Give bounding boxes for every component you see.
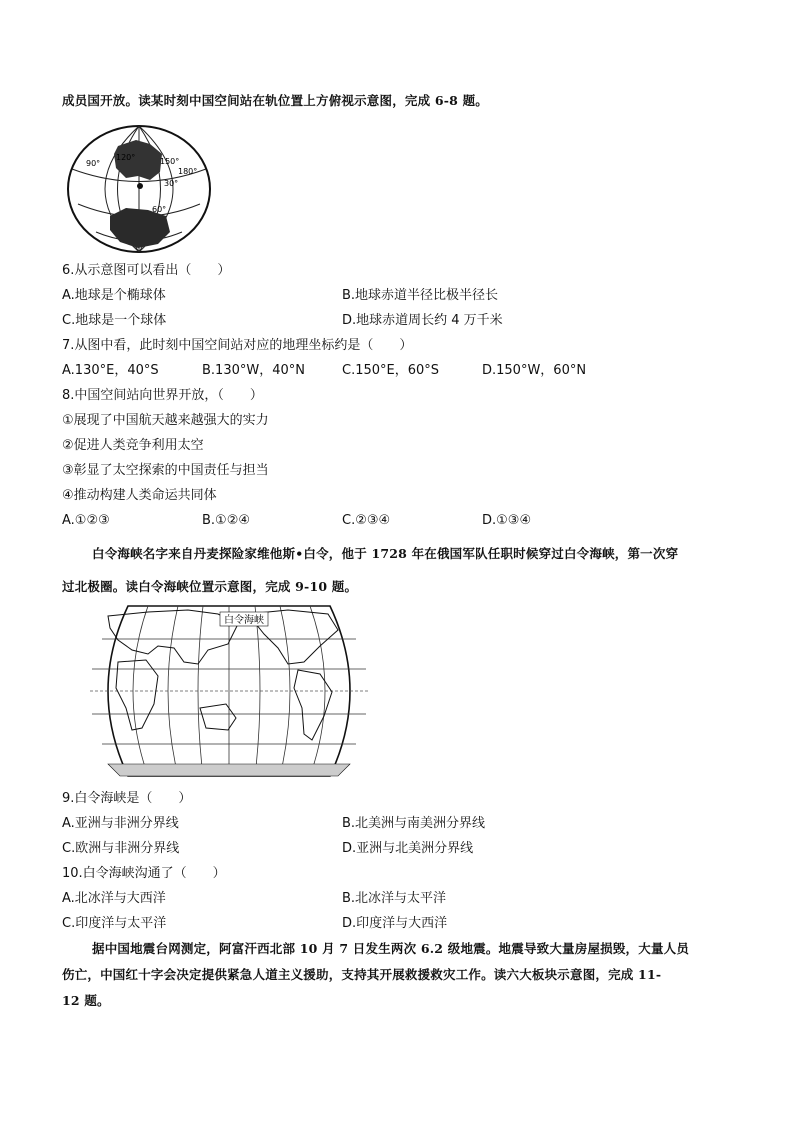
passage-intro-9-10-line2: 过北极圈。读白令海峡位置示意图，完成 9-10 题。 — [62, 579, 358, 594]
question-7-stem: 7.从图中看，此时刻中国空间站对应的地理坐标约是（ ） — [62, 338, 413, 353]
globe-label: 120° — [116, 153, 136, 162]
question-10-option-d: D.印度洋与大西洋 — [342, 916, 448, 931]
question-10-stem: 10.白令海峡沟通了（ ） — [62, 866, 226, 881]
question-9-stem: 9.白令海峡是（ ） — [62, 791, 192, 806]
question-10-option-a: A.北冰洋与大西洋 — [62, 891, 166, 906]
space-station-marker — [137, 183, 143, 189]
globe-label: 180° — [178, 167, 198, 176]
question-10-option-c: C.印度洋与太平洋 — [62, 916, 167, 931]
passage-intro-11-12-line3: 12 题。 — [62, 993, 110, 1008]
question-7-option-a: A.130°E，40°S — [62, 363, 159, 378]
question-9-option-c: C.欧洲与非洲分界线 — [62, 841, 180, 856]
globe-label: 150° — [160, 157, 180, 166]
question-8-stem: 8.中国空间站向世界开放，（ ） — [62, 388, 263, 403]
question-8-statement-3: ③彰显了太空探索的中国责任与担当 — [62, 463, 269, 478]
globe-figure — [66, 124, 212, 254]
question-8-option-c: C.②③④ — [342, 513, 391, 528]
question-8-statement-1: ①展现了中国航天越来越强大的实力 — [62, 413, 269, 428]
question-8-statement-4: ④推动构建人类命运共同体 — [62, 488, 217, 503]
question-6-option-a: A.地球是个椭球体 — [62, 288, 166, 303]
passage-intro-11-12-line2: 伤亡，中国红十字会决定提供紧急人道主义援助，支持其开展救援救灾工作。读六大板块示意图，完成 11- — [62, 967, 662, 982]
question-8-statement-2: ②促进人类竞争利用太空 — [62, 438, 204, 453]
globe-label: 30° — [164, 179, 179, 188]
globe-label: 60° — [152, 205, 167, 214]
bering-strait-label: 白令海峡 — [224, 615, 264, 626]
question-9-option-d: D.亚洲与北美洲分界线 — [342, 841, 474, 856]
globe-label: 90° — [86, 159, 101, 168]
question-6-stem: 6.从示意图可以看出（ ） — [62, 263, 231, 278]
question-6-option-d: D.地球赤道周长约 4 万千米 — [342, 313, 503, 328]
antarctica-shape — [108, 764, 350, 776]
question-6-option-c: C.地球是一个球体 — [62, 313, 167, 328]
question-7-option-c: C.150°E，60°S — [342, 363, 440, 378]
passage-intro-9-10-line1: 白令海峡名字来自丹麦探险家维他斯•白令，他于 1728 年在俄国军队任职时候穿过白令海峡，第一次穿 — [92, 546, 679, 561]
question-9-option-a: A.亚洲与非洲分界线 — [62, 816, 179, 831]
question-7-option-b: B.130°W，40°N — [202, 363, 305, 378]
question-8-option-d: D.①③④ — [482, 513, 532, 528]
question-6-option-b: B.地球赤道半径比极半径长 — [342, 288, 499, 303]
passage-intro-11-12-line1: 据中国地震台网测定，阿富汗西北部 10 月 7 日发生两次 6.2 级地震。地震导致大量房屋损毁，大量人员 — [92, 941, 690, 956]
question-10-option-b: B.北冰洋与太平洋 — [342, 891, 447, 906]
question-9-option-b: B.北美洲与南美洲分界线 — [342, 816, 486, 831]
question-7-option-d: D.150°W，60°N — [482, 363, 587, 378]
world-map-figure — [88, 604, 370, 778]
question-8-option-a: A.①②③ — [62, 513, 110, 528]
question-8-option-b: B.①②④ — [202, 513, 251, 528]
passage-intro-6-8: 成员国开放。读某时刻中国空间站在轨位置上方俯视示意图，完成 6-8 题。 — [62, 93, 488, 108]
